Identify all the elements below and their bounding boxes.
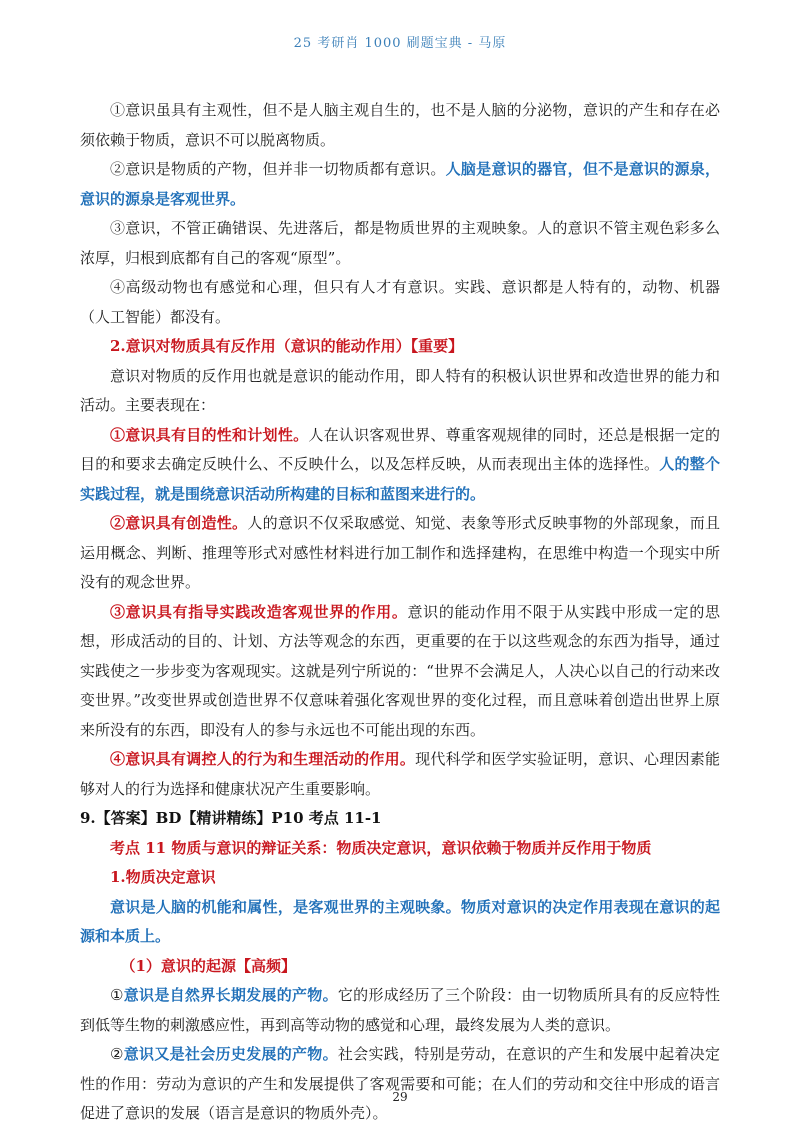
page-header: 25 考研肖 1000 刷题宝典 - 马原 bbox=[293, 36, 507, 51]
subsection-heading: （1）意识的起源【高频】 bbox=[120, 956, 296, 975]
paragraph: ②意识具有创造性。人的意识不仅采取感觉、知觉、表象等形式反映事物的外部现象，而且运用概念、判断、推理等形式对感性材料进行加工制作和选择建构，在思维中构造一个现实中所没有的观念世界。 bbox=[80, 514, 720, 591]
paragraph: ③意识具有指导实践改造客观世界的作用。意识的能动作用不限于从实践中形成一定的思想，形成活动的目的、计划、方法等观念的东西，更重要的在于以这些观念的东西为指导，通过实践使之一步步变为客观现实。这就是列宁所说的：“世界不会满足人，人决心以自己的行动来改变世界。”改变世界或创造世界不仅意味着强化客观世界的变化过程，而且意味着创造出世界上原来所没有的东西，即没有人的参与永远也不可能出现的东西。 bbox=[80, 602, 720, 739]
paragraph: ②意识又是社会历史发展的产物。社会实践，特别是劳动，在意识的产生和发展中起着决定性的作用：劳动为意识的产生和发展提供了客观需要和可能；在人们的劳动和交往中形成的语言促进了意识的发展（语言是意识的物质外壳）。 bbox=[80, 1045, 720, 1122]
paragraph: 意识对物质的反作用也就是意识的能动作用，即人特有的积极认识世界和改造世界的能力和活动。主要表现在： bbox=[80, 366, 720, 414]
paragraph: ④高级动物也有感觉和心理，但只有人才有意识。实践、意识都是人特有的，动物、机器（人工智能）都没有。 bbox=[80, 278, 720, 326]
paragraph: ②意识是物质的产物，但并非一切物质都有意识。人脑是意识的器官，但不是意识的源泉，意识的源泉是客观世界。 bbox=[80, 160, 720, 208]
paragraph: ①意识是自然界长期发展的产物。它的形成经历了三个阶段：由一切物质所具有的反应特性到低等生物的刺激感应性，再到高等动物的感觉和心理，最终发展为人类的意识。 bbox=[80, 986, 720, 1034]
paragraph: ①意识具有目的性和计划性。人在认识客观世界、尊重客观规律的同时，还总是根据一定的目的和要求去确定反映什么、不反映什么，以及怎样反映，从而表现出主体的选择性。人的整个实践过程，就是围绕意识活动所构建的目标和蓝图来进行的。 bbox=[80, 425, 720, 503]
section-heading: 2.意识对物质具有反作用（意识的能动作用）【重要】 bbox=[110, 337, 464, 355]
page-number: 29 bbox=[392, 1090, 408, 1104]
document-body bbox=[80, 96, 720, 1129]
paragraph: ③意识，不管正确错误、先进落后，都是物质世界的主观映象。人的意识不管主观色彩多么浓厚，归根到底都有自己的客观“原型”。 bbox=[80, 219, 720, 267]
section-heading: 1.物质决定意识 bbox=[110, 868, 216, 886]
paragraph: ④意识具有调控人的行为和生理活动的作用。现代科学和医学实验证明，意识、心理因素能够对人的行为选择和健康状况产生重要影响。 bbox=[80, 750, 720, 798]
key-point: 意识是人脑的机能和属性，是客观世界的主观映象。物质对意识的决定作用表现在意识的起源和本质上。 bbox=[80, 897, 720, 945]
answer-line: 9.【答案】BD【精讲精练】P10 考点 11-1 bbox=[80, 809, 382, 827]
paragraph: ①意识虽具有主观性，但不是人脑主观自生的，也不是人脑的分泌物，意识的产生和存在必须依赖于物质，意识不可以脱离物质。 bbox=[80, 101, 720, 149]
topic-heading: 考点 11 物质与意识的辩证关系：物质决定意识，意识依赖于物质并反作用于物质 bbox=[110, 838, 652, 857]
